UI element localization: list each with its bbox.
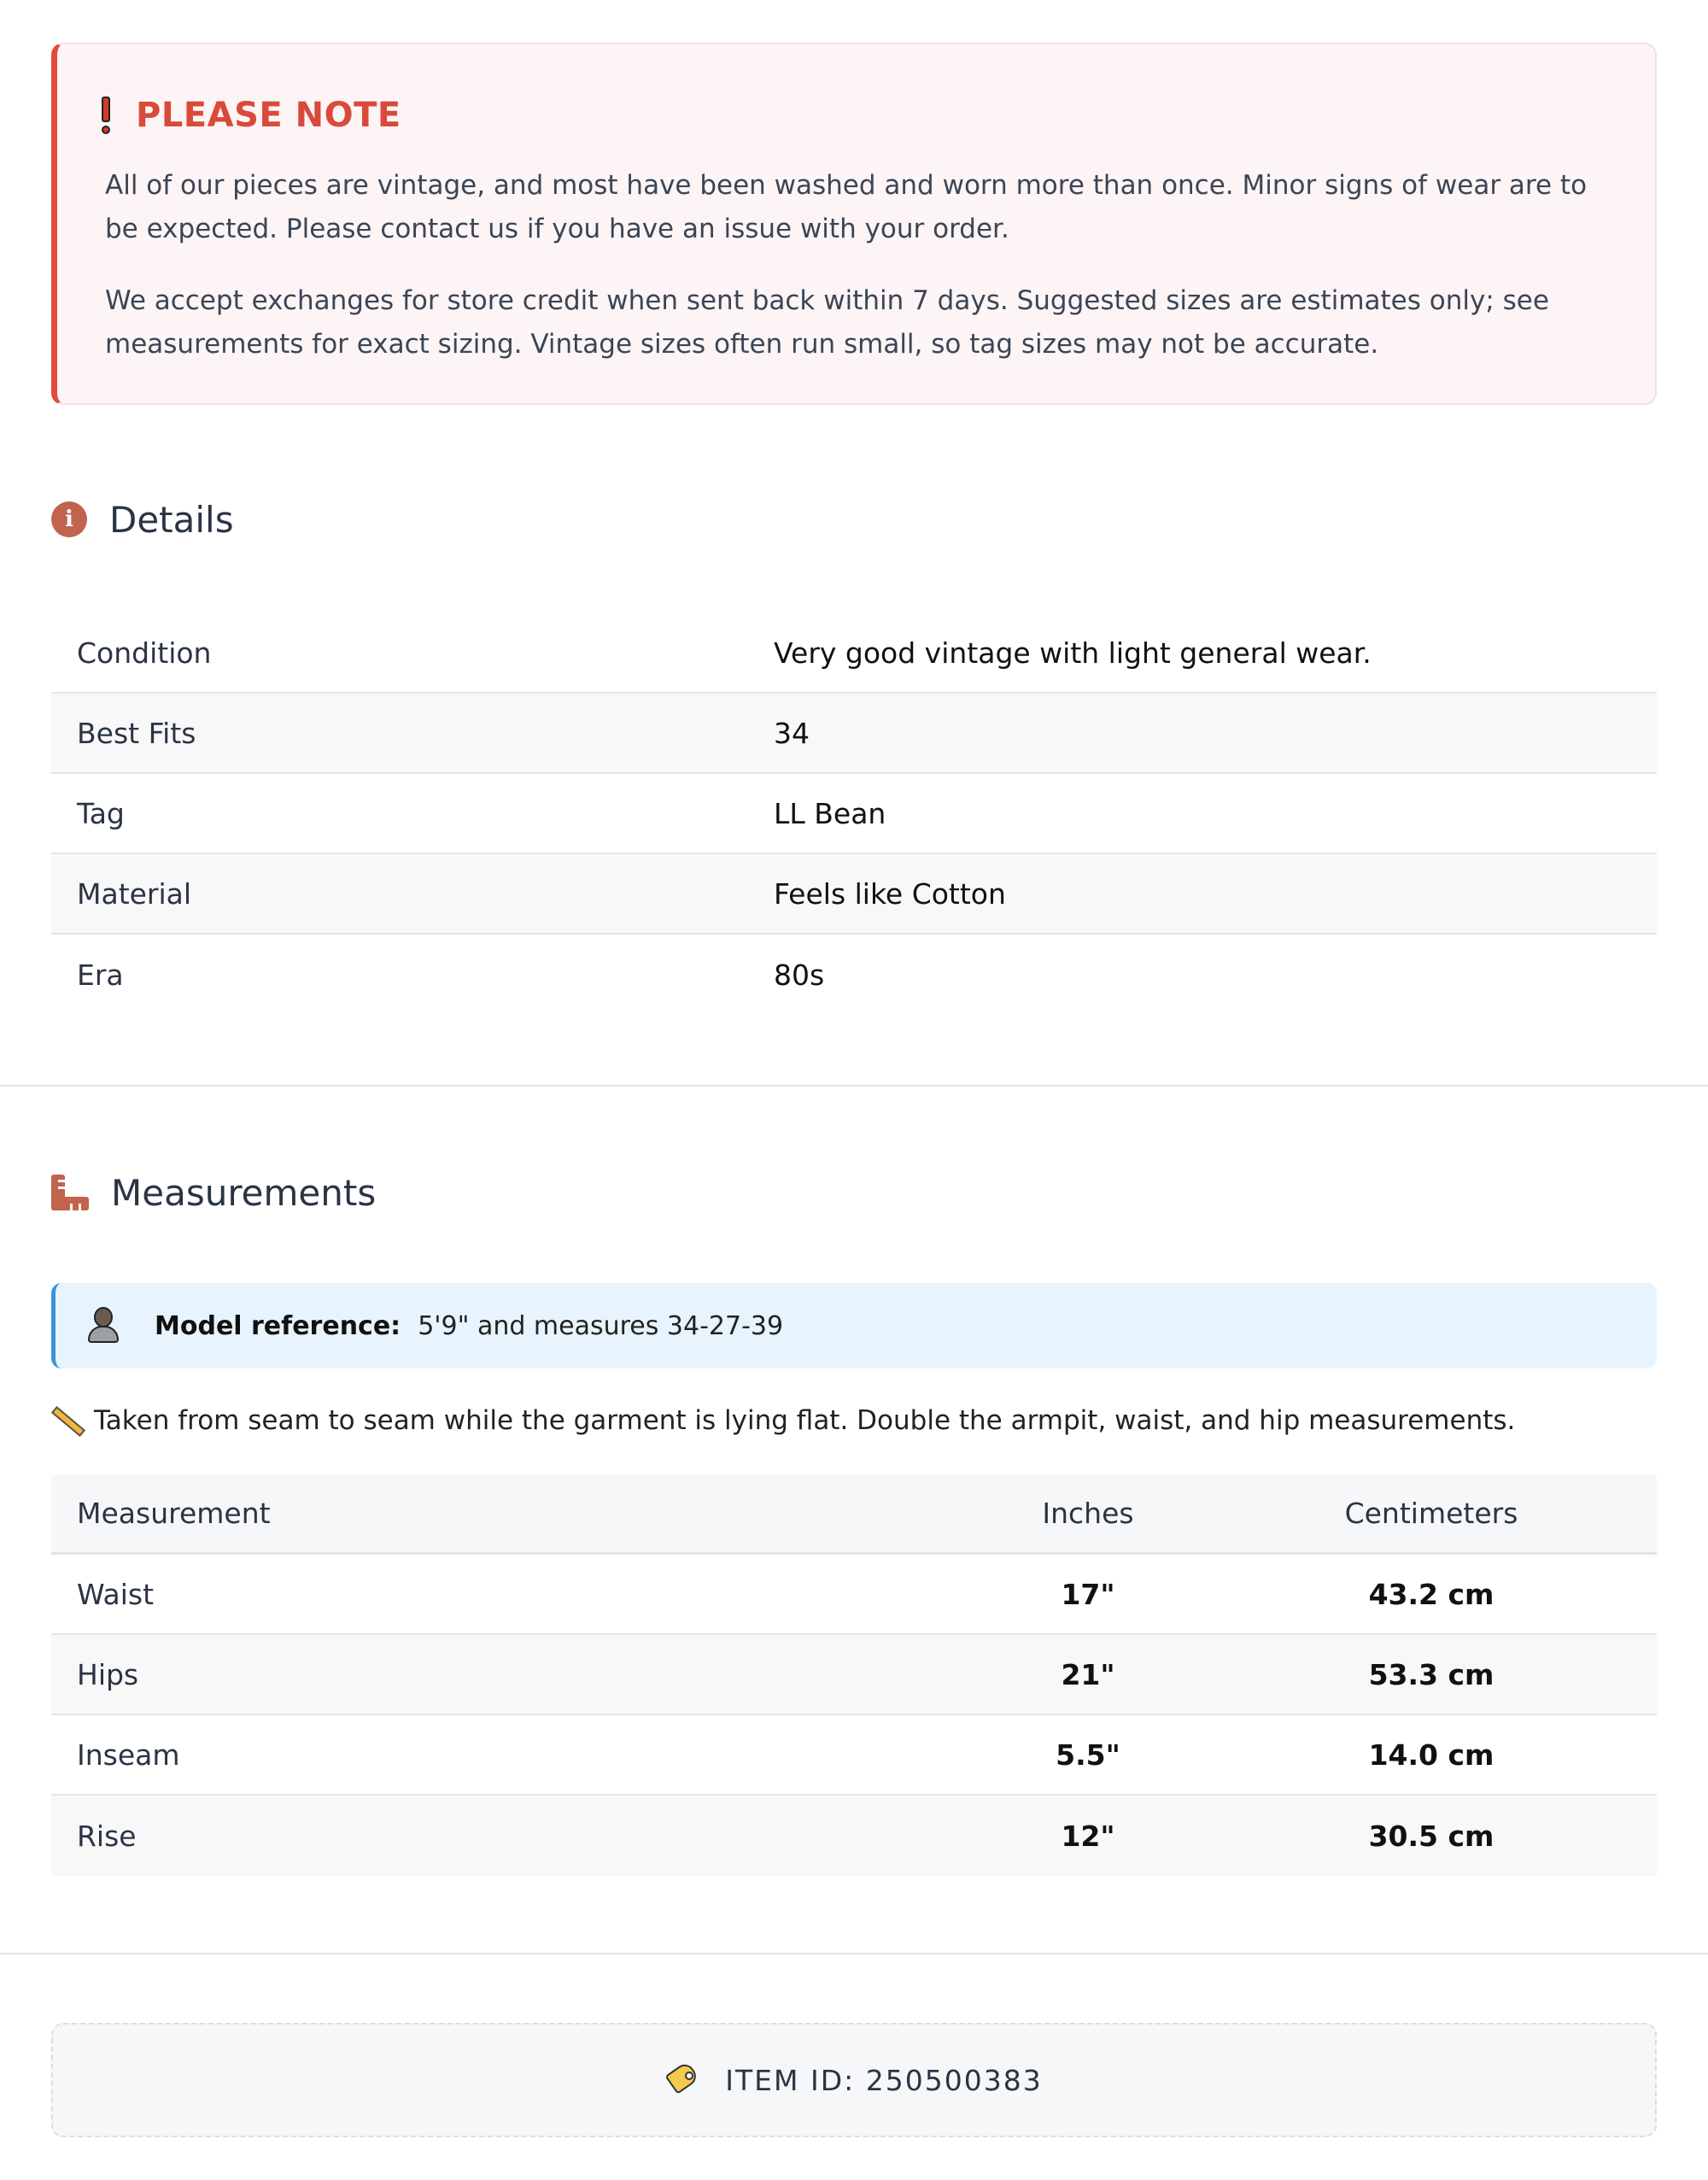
measurement-cm: 14.0 cm: [1368, 1738, 1494, 1772]
details-label: Best Fits: [77, 716, 196, 750]
column-header-measurement: Measurement: [77, 1497, 271, 1530]
model-reference-box: [51, 1283, 1657, 1368]
tag-icon: [665, 2063, 699, 2097]
note-heading: PLEASE NOTE: [136, 96, 401, 135]
model-reference-value: 5'9" and measures 34-27-39: [418, 1310, 784, 1341]
note-paragraph-condition: All of our pieces are vintage, and most have been washed and worn more than once. Minor signs of wear are to be expected. Please contact us if you have an issue with your order.: [105, 170, 1588, 244]
measurements-title: Measurements: [111, 1171, 377, 1214]
model-reference-label: Model reference:: [155, 1310, 401, 1341]
section-divider: [0, 1953, 1708, 1954]
measurement-instructions-text: Taken from seam to seam while the garment is lying flat. Double the armpit, waist, and hip measurements.: [94, 1405, 1516, 1436]
details-title: Details: [109, 498, 234, 541]
measurement-name: Rise: [77, 1819, 137, 1853]
measurement-name: Waist: [77, 1577, 155, 1611]
measurement-name: Inseam: [77, 1738, 180, 1772]
details-value: LL Bean: [774, 796, 886, 830]
measurements-table: [51, 1474, 1657, 1876]
info-icon: i: [51, 501, 87, 537]
person-icon: [86, 1307, 120, 1345]
details-label: Tag: [77, 796, 125, 830]
details-row-tag: [51, 774, 1657, 854]
measurement-row-rise: [51, 1796, 1657, 1876]
ruler-icon: [51, 1175, 89, 1210]
measurement-inches: 12": [1061, 1819, 1115, 1853]
item-id-text: ITEM ID: 250500383: [725, 2063, 1043, 2097]
details-row-best-fits: [51, 694, 1657, 774]
details-label: Condition: [77, 636, 212, 670]
measurement-cm: 30.5 cm: [1368, 1819, 1494, 1853]
column-header-inches: Inches: [1042, 1497, 1134, 1530]
details-row-era: [51, 935, 1657, 1015]
measurement-row-inseam: [51, 1715, 1657, 1796]
exclamation-icon: [100, 97, 112, 134]
measurement-inches: 17": [1061, 1577, 1115, 1611]
details-row-condition: [51, 613, 1657, 694]
measurements-table-header: [51, 1474, 1657, 1555]
details-row-material: [51, 854, 1657, 935]
item-id-box: [51, 2023, 1657, 2137]
measurements-header: [51, 1167, 376, 1218]
measurement-cm: 53.3 cm: [1368, 1657, 1494, 1691]
details-header: [51, 494, 234, 545]
measurement-inches: 21": [1061, 1657, 1115, 1691]
details-value: Very good vintage with light general wear.: [774, 636, 1372, 670]
section-divider: [0, 1085, 1708, 1087]
measurement-name: Hips: [77, 1657, 139, 1691]
details-label: Era: [77, 958, 124, 992]
measurement-row-waist: [51, 1555, 1657, 1635]
please-note-box: [51, 43, 1657, 405]
note-title: [100, 94, 401, 137]
column-header-centimeters: Centimeters: [1344, 1497, 1518, 1530]
measurement-row-hips: [51, 1635, 1657, 1715]
measurement-instructions: [51, 1405, 1515, 1436]
note-paragraph-exchanges: We accept exchanges for store credit when sent back within 7 days. Suggested sizes are estimates only; see measurements for exact sizing. Vintage sizes often run small, so tag sizes may not be accurate.: [105, 285, 1549, 360]
measurement-inches: 5.5": [1056, 1738, 1120, 1772]
details-value: 34: [774, 716, 810, 750]
details-value: 80s: [774, 958, 825, 992]
measurement-cm: 43.2 cm: [1368, 1577, 1494, 1611]
details-label: Material: [77, 876, 192, 911]
details-value: Feels like Cotton: [774, 876, 1006, 911]
ruler-pencil-icon: [51, 1405, 82, 1436]
details-table: [51, 613, 1657, 1015]
